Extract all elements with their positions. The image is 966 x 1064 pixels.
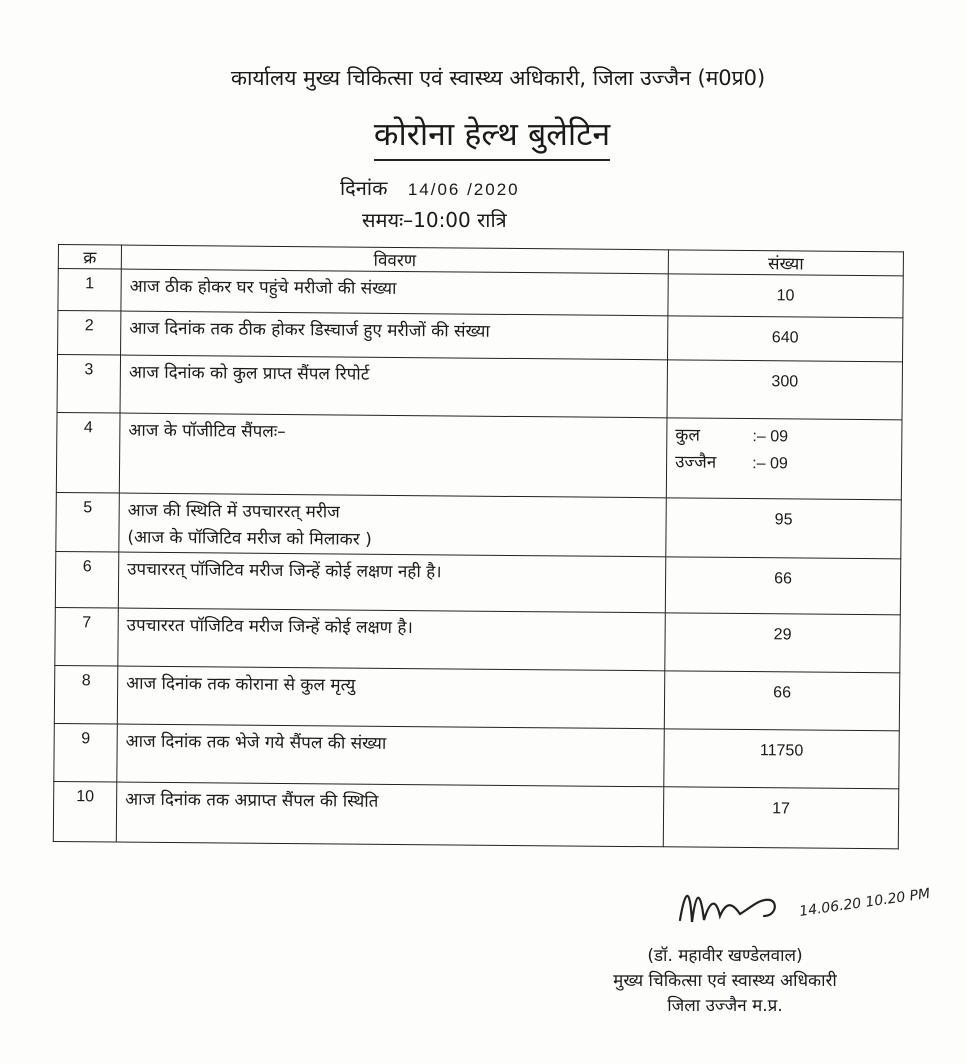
officer-designation: मुख्य चिकित्सा एवं स्वास्थ्य अधिकारी: [613, 971, 837, 991]
row-description: आज दिनांक तक अप्राप्त सैंपल की स्थिति: [116, 782, 664, 847]
date-label: दिनांक: [340, 176, 388, 200]
row-number: 10: [53, 781, 117, 842]
positive-total-label: कुल: [675, 425, 701, 446]
row-value: 66: [665, 557, 900, 615]
row-value: 95: [666, 498, 902, 559]
row-value: 300: [667, 360, 902, 420]
positive-total-value: :– 09: [752, 428, 789, 446]
table-row: [54, 723, 899, 788]
row-value: 640: [668, 316, 903, 362]
table-row: [56, 412, 902, 499]
row-number: 7: [55, 607, 119, 666]
row-description: आज दिनांक तक ठीक होकर डिस्चार्ज हुए मरीजों की संख्या: [121, 311, 668, 360]
page-title: [0, 112, 966, 161]
row-description: आज के पॉजीटिव सैंपलः–: [119, 413, 667, 498]
row-number: 3: [57, 355, 121, 414]
row-number: 4: [56, 412, 120, 493]
row-description-line1: आज की स्थिति में उपचाररत् मरीज: [127, 500, 340, 523]
positive-ujjain-value: :– 09: [752, 455, 788, 473]
row-value: 17: [663, 787, 899, 849]
row-number: 2: [58, 311, 121, 356]
row-value: 10: [668, 274, 903, 318]
date-value: 14/06 /2020: [407, 180, 520, 199]
handwritten-signature: [660, 880, 950, 950]
table-row: [54, 665, 899, 730]
row-number: 5: [56, 492, 120, 552]
row-number: 8: [54, 665, 118, 724]
positive-ujjain-label: उज्जैन: [675, 452, 717, 473]
row-number: 9: [54, 723, 118, 782]
row-number: 1: [58, 269, 121, 312]
signature-block: [560, 944, 890, 1019]
row-value: 11750: [664, 729, 899, 789]
signature-note: 14.06.20 10.20 PM: [798, 885, 932, 920]
row-description-line2: (आज के पॉजिटिव मरीज को मिलाकर ): [127, 527, 372, 550]
table-row: [55, 607, 900, 672]
table-row: [58, 311, 903, 362]
positive-breakdown: [666, 418, 902, 500]
bulletin-table: [53, 244, 904, 849]
row-description: आज दिनांक को कुल प्राप्त सैंपल रिपोर्ट: [120, 355, 667, 418]
header-count: संख्या: [668, 250, 903, 276]
table-row: [56, 492, 901, 558]
row-description: आज दिनांक तक कोराना से कुल मृत्यु: [117, 666, 664, 729]
table-row: [57, 355, 902, 420]
row-description: उपचाररत् पॉजिटिव मरीज जिन्हें कोई लक्षण नही है।: [118, 552, 665, 613]
row-description: उपचाररत पॉजिटिव मरीज जिन्हें कोई लक्षण है।: [118, 608, 665, 671]
row-number: 6: [55, 551, 118, 608]
officer-location: जिला उज्जैन म.प्र.: [667, 996, 783, 1016]
row-description: [119, 493, 666, 557]
table-row: [53, 781, 898, 848]
row-value: 29: [665, 613, 900, 673]
row-description: आज दिनांक तक भेजे गये सैंपल की संख्या: [117, 724, 664, 787]
bulletin-title: कोरोना हेल्थ बुलेटिन: [374, 112, 610, 161]
row-description: आज ठीक होकर घर पहुंचे मरीजो की संख्या: [121, 269, 668, 316]
positive-ujjain: [675, 449, 893, 478]
header-serial: क्र: [58, 245, 121, 270]
table-row: [55, 551, 900, 614]
table-row: [58, 269, 903, 318]
header-description: विवरण: [121, 245, 668, 274]
time-line: समयः–10:00 रात्रि: [362, 208, 507, 232]
row-value: 66: [664, 671, 899, 731]
date-line: [340, 174, 520, 201]
office-heading: कार्यालय मुख्य चिकित्सा एवं स्वास्थ्य अधिकारी, जिला उज्जैन (म0प्र0): [230, 66, 766, 90]
officer-name: (डॉ. महावीर खण्डेलवाल): [647, 946, 803, 966]
positive-total: [675, 422, 893, 451]
signature-stroke: [680, 896, 775, 922]
